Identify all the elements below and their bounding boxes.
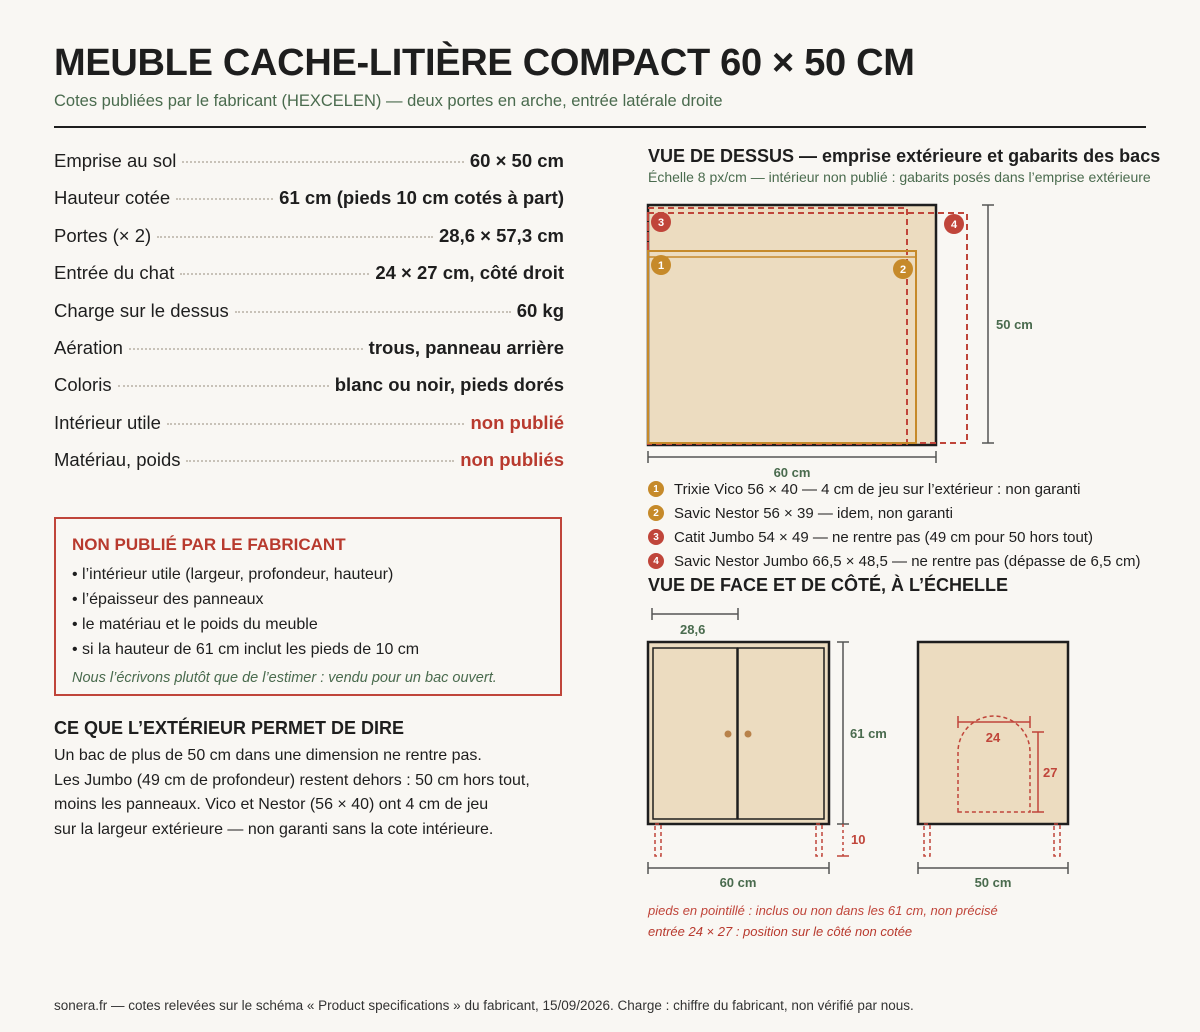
dot-leader — [235, 311, 511, 313]
entry-note: entrée 24 × 27 : position sur le côté non cotée — [648, 924, 913, 939]
badge-3-label: 3 — [657, 217, 665, 229]
spec-label: Charge sur le dessus — [54, 299, 229, 321]
spec-label: Intérieur utile — [54, 411, 161, 433]
legend-badge-3: 3 — [648, 529, 664, 545]
badge-2 — [893, 259, 913, 279]
width-label: 60 cm — [773, 465, 811, 480]
front-foot-left — [655, 824, 661, 856]
unpublished-note: Nous l’écrivons plutôt que de l’estimer : vendu pour un bac ouvert. — [72, 670, 497, 686]
depth-label: 50 cm — [996, 317, 1033, 332]
feet-note: pieds en pointillé : inclus ou non dans les 61 cm, non précisé — [648, 903, 998, 918]
list-item: • l’intérieur utile (largeur, profondeur, hauteur) — [72, 566, 394, 583]
legend-item — [648, 525, 1141, 549]
legend-badge-4: 4 — [648, 553, 664, 569]
exterior-body — [54, 744, 530, 842]
legend-item — [648, 477, 1141, 501]
front-width-label: 60 cm — [719, 875, 757, 890]
face-view-diagram — [640, 604, 1080, 894]
footer: sonera.fr — cotes relevées sur le schéma « Product specifications » du fabricant, 15/09/2026. Charge : chiffre du fabricant, non vérifié par nous. — [54, 998, 914, 1013]
dot-leader — [176, 198, 273, 200]
dot-leader — [180, 273, 369, 275]
unpublished-list — [72, 565, 419, 665]
door-width-label: 28,6 — [680, 622, 706, 637]
exterior-line: Les Jumbo (49 cm de profondeur) restent dehors : 50 cm hors tout, — [54, 771, 530, 789]
spec-label: Hauteur cotée — [54, 187, 171, 209]
list-item: • l’épaisseur des panneaux — [72, 591, 264, 608]
entry-width-label: 24 — [985, 730, 1001, 745]
badge-1-label: 1 — [657, 260, 665, 272]
spec-value: 60 kg — [516, 299, 564, 321]
side-foot-left — [924, 824, 930, 856]
top-view-title: VUE DE DESSUS — emprise extérieure et gabarits des bacs — [648, 146, 1161, 166]
badge-3 — [651, 212, 671, 232]
entry-height-label: 27 — [1043, 765, 1058, 780]
legend-badge-2: 2 — [648, 505, 664, 521]
header-rule — [54, 126, 1146, 128]
spec-row — [54, 300, 564, 337]
spec-value: blanc ou noir, pieds dorés — [334, 374, 564, 396]
badge-4 — [944, 214, 964, 234]
badge-1 — [651, 255, 671, 275]
dot-leader — [157, 236, 433, 238]
right-knob — [745, 731, 752, 738]
face-view-title: VUE DE FACE ET DE CÔTÉ, À L’ÉCHELLE — [648, 575, 1009, 595]
spec-label: Entrée du chat — [54, 262, 175, 284]
spec-row — [54, 262, 564, 299]
legend-badge-1: 1 — [648, 481, 664, 497]
exterior-title: CE QUE L’EXTÉRIEUR PERMET DE DIRE — [54, 718, 405, 738]
legend-text: Trixie Vico 56 × 40 — 4 cm de jeu sur l’extérieur : non garanti — [674, 480, 1081, 498]
exterior-line: sur la largeur extérieure — non garanti sans la cote intérieure. — [54, 820, 494, 838]
dot-leader — [182, 161, 464, 163]
legend-item — [648, 501, 1141, 525]
spec-label: Portes (× 2) — [54, 224, 152, 246]
spec-list — [54, 150, 564, 487]
badge-4-label: 4 — [950, 219, 958, 231]
height-label: 61 cm — [850, 726, 887, 741]
exterior-line: Un bac de plus de 50 cm dans une dimension ne rentre pas. — [54, 747, 482, 764]
legend-text: Savic Nestor Jumbo 66,5 × 48,5 — ne rentre pas (dépasse de 6,5 cm) — [674, 552, 1141, 570]
dot-leader — [129, 348, 363, 350]
list-item: • si la hauteur de 61 cm inclut les pieds de 10 cm — [72, 641, 420, 658]
feet-label: 10 — [851, 832, 866, 847]
unpublished-box — [54, 517, 562, 696]
spec-label: Matériau, poids — [54, 449, 181, 471]
top-view-subtitle: Échelle 8 px/cm — intérieur non publié : gabarits posés dans l’emprise extérieure — [648, 169, 1151, 185]
spec-value: 61 cm (pieds 10 cm cotés à part) — [279, 187, 564, 209]
spec-value: 24 × 27 cm, côté droit — [375, 262, 564, 284]
spec-row — [54, 412, 564, 449]
spec-value-unpublished: non publié — [470, 411, 564, 433]
list-item: • le matériau et le poids du meuble — [72, 616, 318, 633]
exterior-line: moins les panneaux. Vico et Nestor (56 × 40) ont 4 cm de jeu — [54, 796, 489, 813]
spec-row — [54, 225, 564, 262]
page-subtitle: Cotes publiées par le fabricant (HEXCELEN) — deux portes en arche, entrée latérale droite — [54, 92, 723, 110]
spec-label: Coloris — [54, 374, 112, 396]
top-view-diagram — [640, 195, 1060, 485]
spec-value: trous, panneau arrière — [368, 336, 564, 358]
spec-value-unpublished: non publiés — [460, 449, 564, 471]
dot-leader — [167, 423, 465, 425]
spec-value: 60 × 50 cm — [469, 150, 564, 171]
spec-label: Emprise au sol — [54, 150, 177, 171]
spec-row — [54, 187, 564, 224]
side-foot-right — [1054, 824, 1060, 856]
badge-2-label: 2 — [899, 264, 907, 276]
spec-value: 28,6 × 57,3 cm — [439, 224, 564, 246]
side-width-label: 50 cm — [974, 875, 1012, 890]
legend-item — [648, 549, 1141, 573]
page-title: MEUBLE CACHE-LITIÈRE COMPACT 60 × 50 CM — [54, 42, 915, 84]
spec-row — [54, 150, 564, 187]
spec-row — [54, 374, 564, 411]
tray-legend — [648, 477, 1141, 573]
spec-row — [54, 449, 564, 486]
dot-leader — [186, 460, 454, 462]
left-knob — [725, 731, 732, 738]
dot-leader — [118, 385, 329, 387]
footprint-outline — [648, 205, 936, 445]
legend-text: Savic Nestor 56 × 39 — idem, non garanti — [674, 504, 953, 522]
legend-text: Catit Jumbo 54 × 49 — ne rentre pas (49 cm pour 50 hors tout) — [674, 528, 1093, 546]
unpublished-title: NON PUBLIÉ PAR LE FABRICANT — [72, 535, 346, 554]
spec-row — [54, 337, 564, 374]
front-foot-right — [816, 824, 822, 856]
spec-label: Aération — [54, 336, 123, 358]
